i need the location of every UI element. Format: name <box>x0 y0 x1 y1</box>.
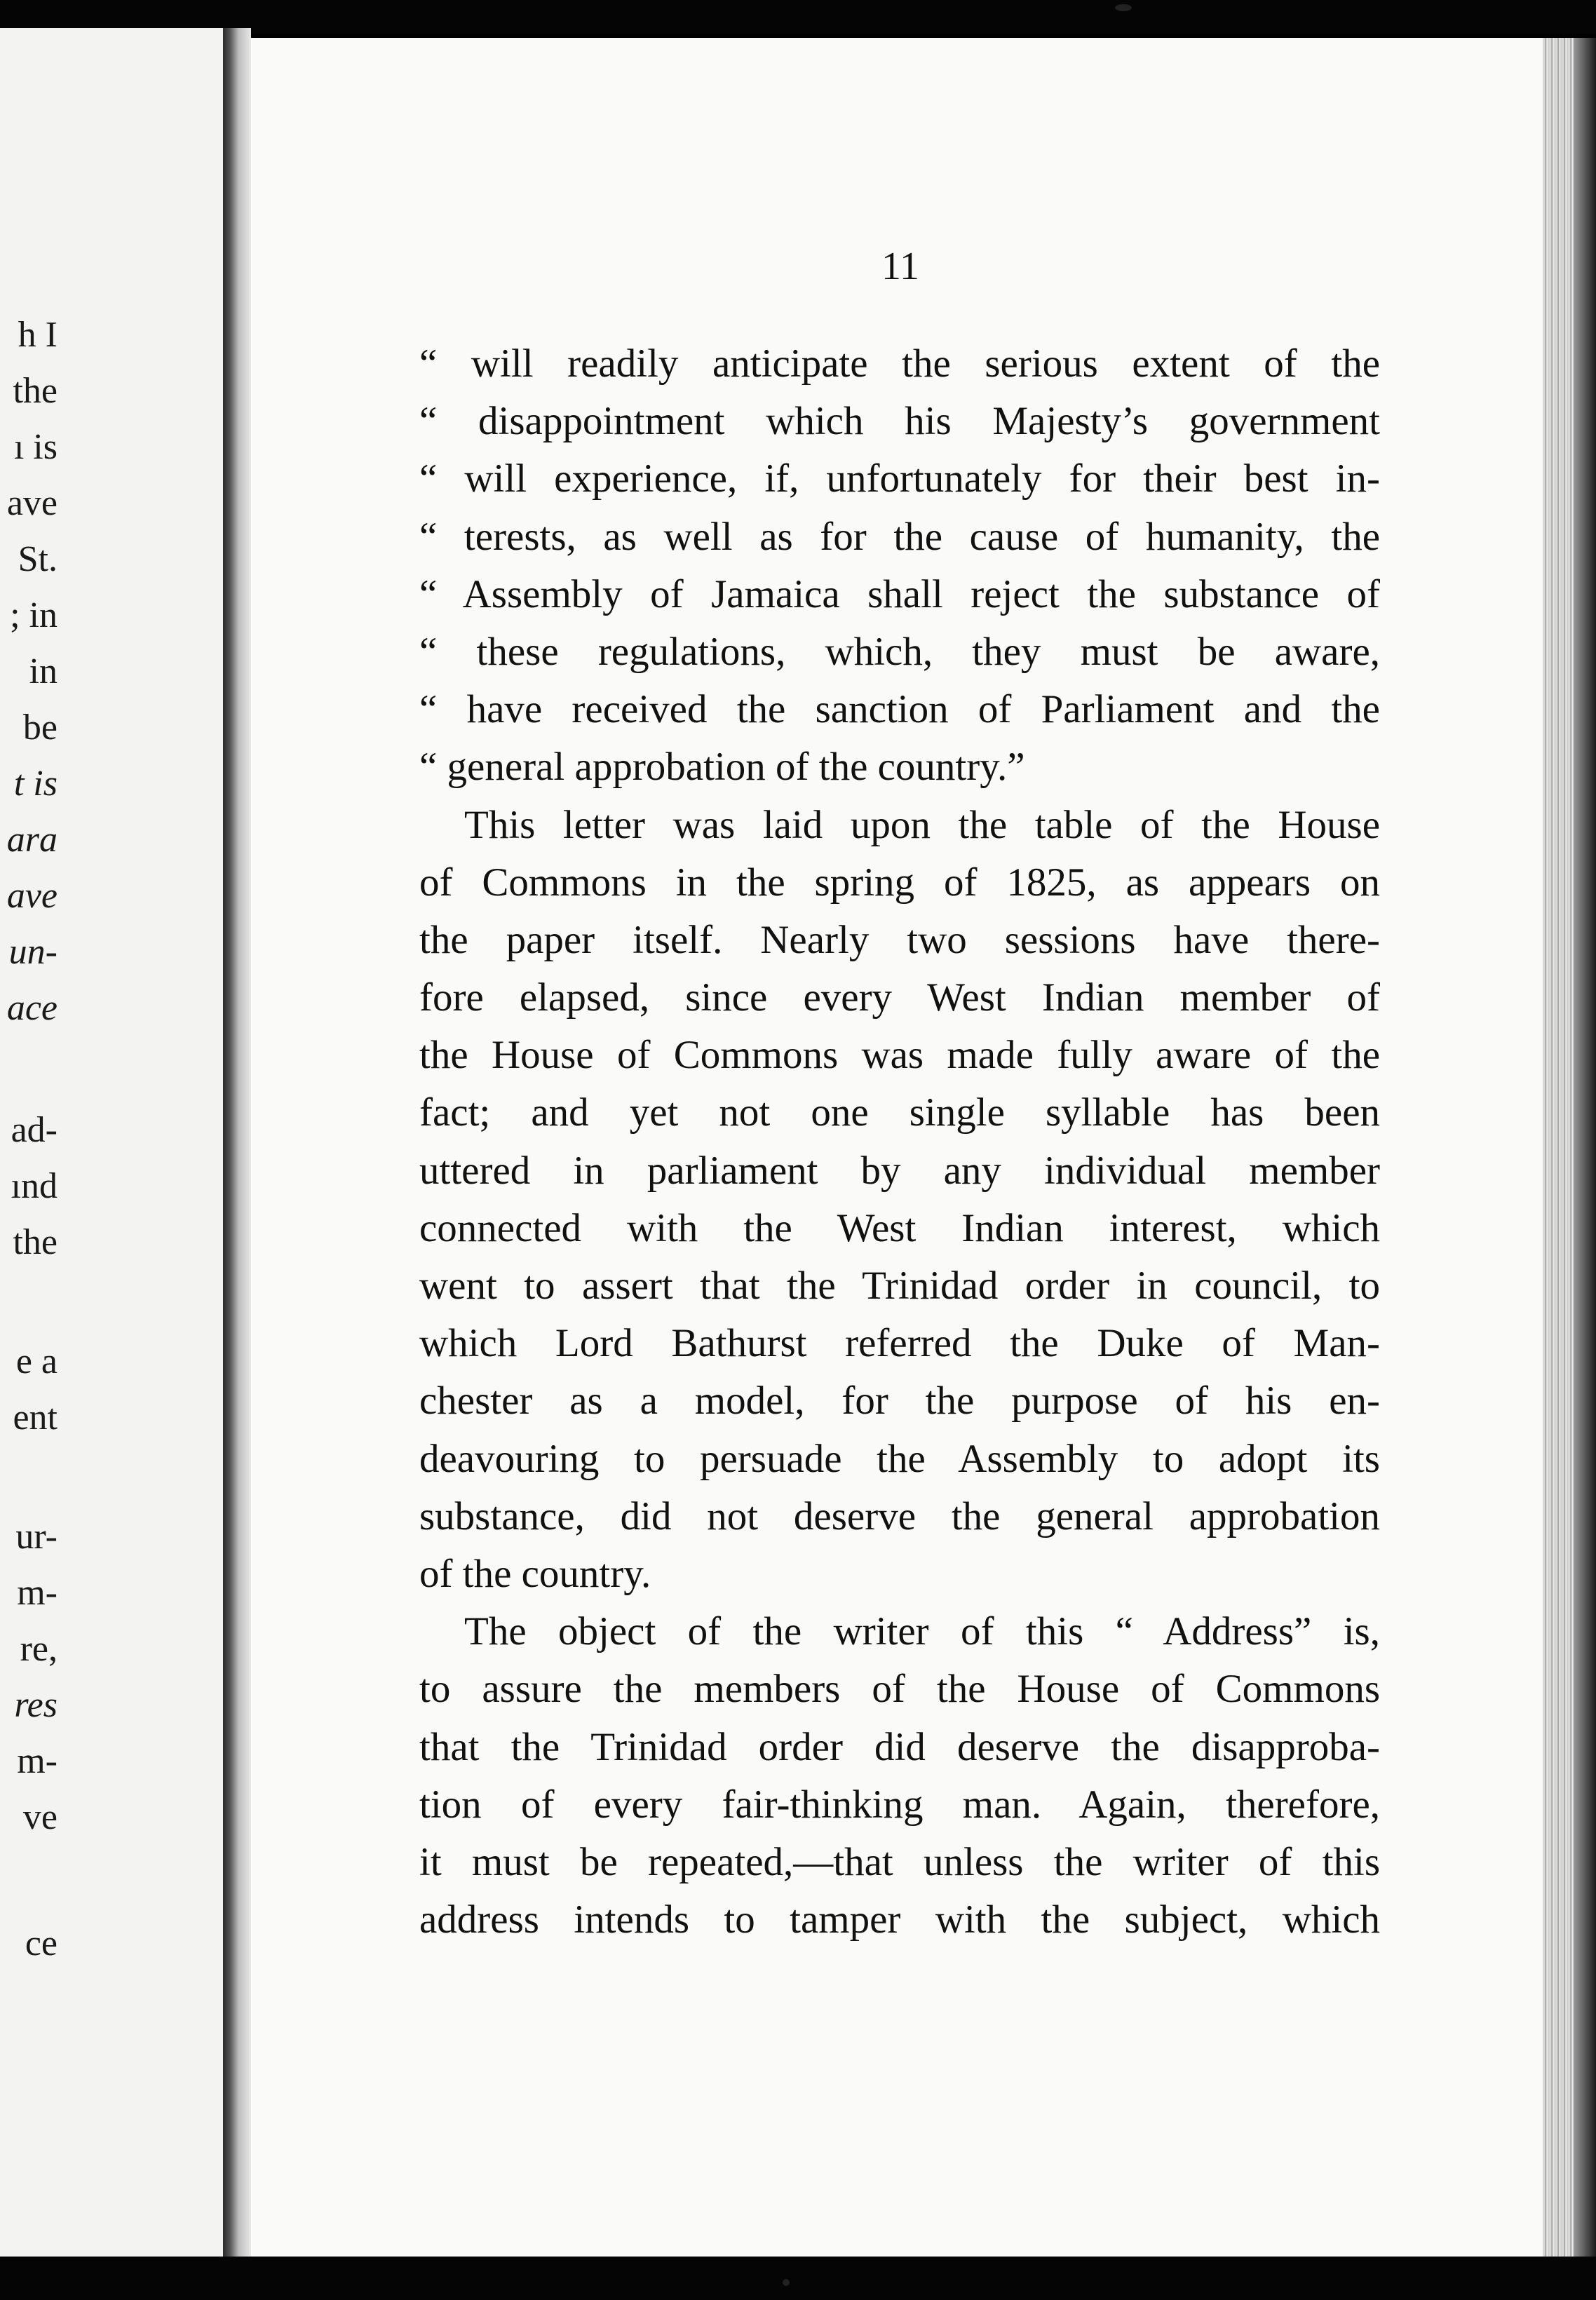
left-page-fragment: t is <box>13 764 58 804</box>
left-page-fragment: be <box>22 708 58 748</box>
left-page-fragment: ad- <box>11 1110 58 1150</box>
scan-speck <box>1115 4 1132 11</box>
left-page-fragment: the <box>13 371 58 411</box>
text-line: “ will experience, if, unfortunately for their best in- <box>419 456 1380 501</box>
left-page-fragment: m- <box>17 1741 58 1781</box>
scan-speck <box>783 2279 790 2286</box>
text-line: “ general approbation of the country.” <box>419 745 1025 790</box>
left-page-fragment: ce <box>25 1923 58 1963</box>
left-page-fragment: un- <box>8 932 58 972</box>
left-page-fragment: ; in <box>10 595 58 635</box>
text-line: The object of the writer of this “ Address” is, <box>464 1609 1380 1654</box>
left-page-fragment: ı is <box>13 427 58 467</box>
left-page-fragment: ace <box>6 988 58 1028</box>
text-line: “ these regulations, which, they must be aware, <box>419 629 1380 674</box>
text-line: the paper itself. Nearly two sessions have there- <box>419 917 1380 962</box>
text-line: “ will readily anticipate the serious extent of the <box>419 341 1380 386</box>
fore-edge-shadow <box>1574 38 1596 2257</box>
left-page-fragment: e a <box>15 1341 58 1381</box>
left-page-fragment: in <box>29 651 58 691</box>
text-line: “ disappointment which his Majesty’s government <box>419 399 1380 444</box>
text-line: address intends to tamper with the subject, which <box>419 1897 1380 1942</box>
body-text <box>419 335 1380 1949</box>
left-facing-page <box>0 28 223 2257</box>
text-line: tion of every fair-thinking man. Again, therefore, <box>419 1782 1380 1827</box>
text-line: “ Assembly of Jamaica shall reject the substance of <box>419 571 1380 616</box>
left-page-fragment: re, <box>20 1629 58 1669</box>
binding-gutter <box>223 28 251 2257</box>
left-page-fragment: the <box>13 1222 58 1262</box>
text-line: it must be repeated,—that unless the writer of this <box>419 1839 1380 1884</box>
text-line: uttered in parliament by any individual member <box>419 1148 1380 1193</box>
left-page-fragment: ınd <box>11 1166 58 1206</box>
left-page-fragment: ara <box>6 820 58 860</box>
text-line: “ terests, as well as for the cause of humanity, the <box>419 514 1380 559</box>
book-fore-edge <box>1543 38 1596 2257</box>
text-line: went to assert that the Trinidad order in council, to <box>419 1264 1380 1308</box>
left-page-fragment: m- <box>17 1573 58 1613</box>
text-line: that the Trinidad order did deserve the disapproba- <box>419 1724 1380 1769</box>
text-line: “ have received the sanction of Parliament and the <box>419 687 1380 732</box>
text-line: to assure the members of the House of Commons <box>419 1667 1380 1712</box>
text-line: fore elapsed, since every West Indian member of <box>419 975 1380 1020</box>
scan-bottom-border <box>0 2257 1596 2300</box>
left-page-fragment: res <box>14 1685 58 1725</box>
text-line: the House of Commons was made fully aware of the <box>419 1033 1380 1078</box>
text-line: chester as a model, for the purpose of his en- <box>419 1379 1380 1423</box>
text-line: fact; and yet not one single syllable has been <box>419 1090 1380 1135</box>
left-page-fragment: h I <box>18 315 58 355</box>
text-line: substance, did not deserve the general approbation <box>419 1494 1380 1538</box>
text-line: of the country. <box>419 1551 651 1596</box>
text-line: of Commons in the spring of 1825, as appears on <box>419 860 1380 905</box>
left-page-fragment: ur- <box>15 1517 58 1557</box>
text-line: deavouring to persuade the Assembly to adopt its <box>419 1436 1380 1481</box>
text-line: which Lord Bathurst referred the Duke of Man- <box>419 1321 1380 1366</box>
text-line: connected with the West Indian interest, which <box>419 1205 1380 1250</box>
text-line: This letter was laid upon the table of the House <box>464 802 1380 847</box>
left-page-fragment: ve <box>22 1797 58 1837</box>
left-page-fragment: ent <box>13 1398 58 1438</box>
page-number: 11 <box>881 245 919 288</box>
left-page-fragment: St. <box>18 539 58 579</box>
left-page-fragment: ave <box>6 483 58 523</box>
left-page-fragment: ave <box>6 876 58 916</box>
